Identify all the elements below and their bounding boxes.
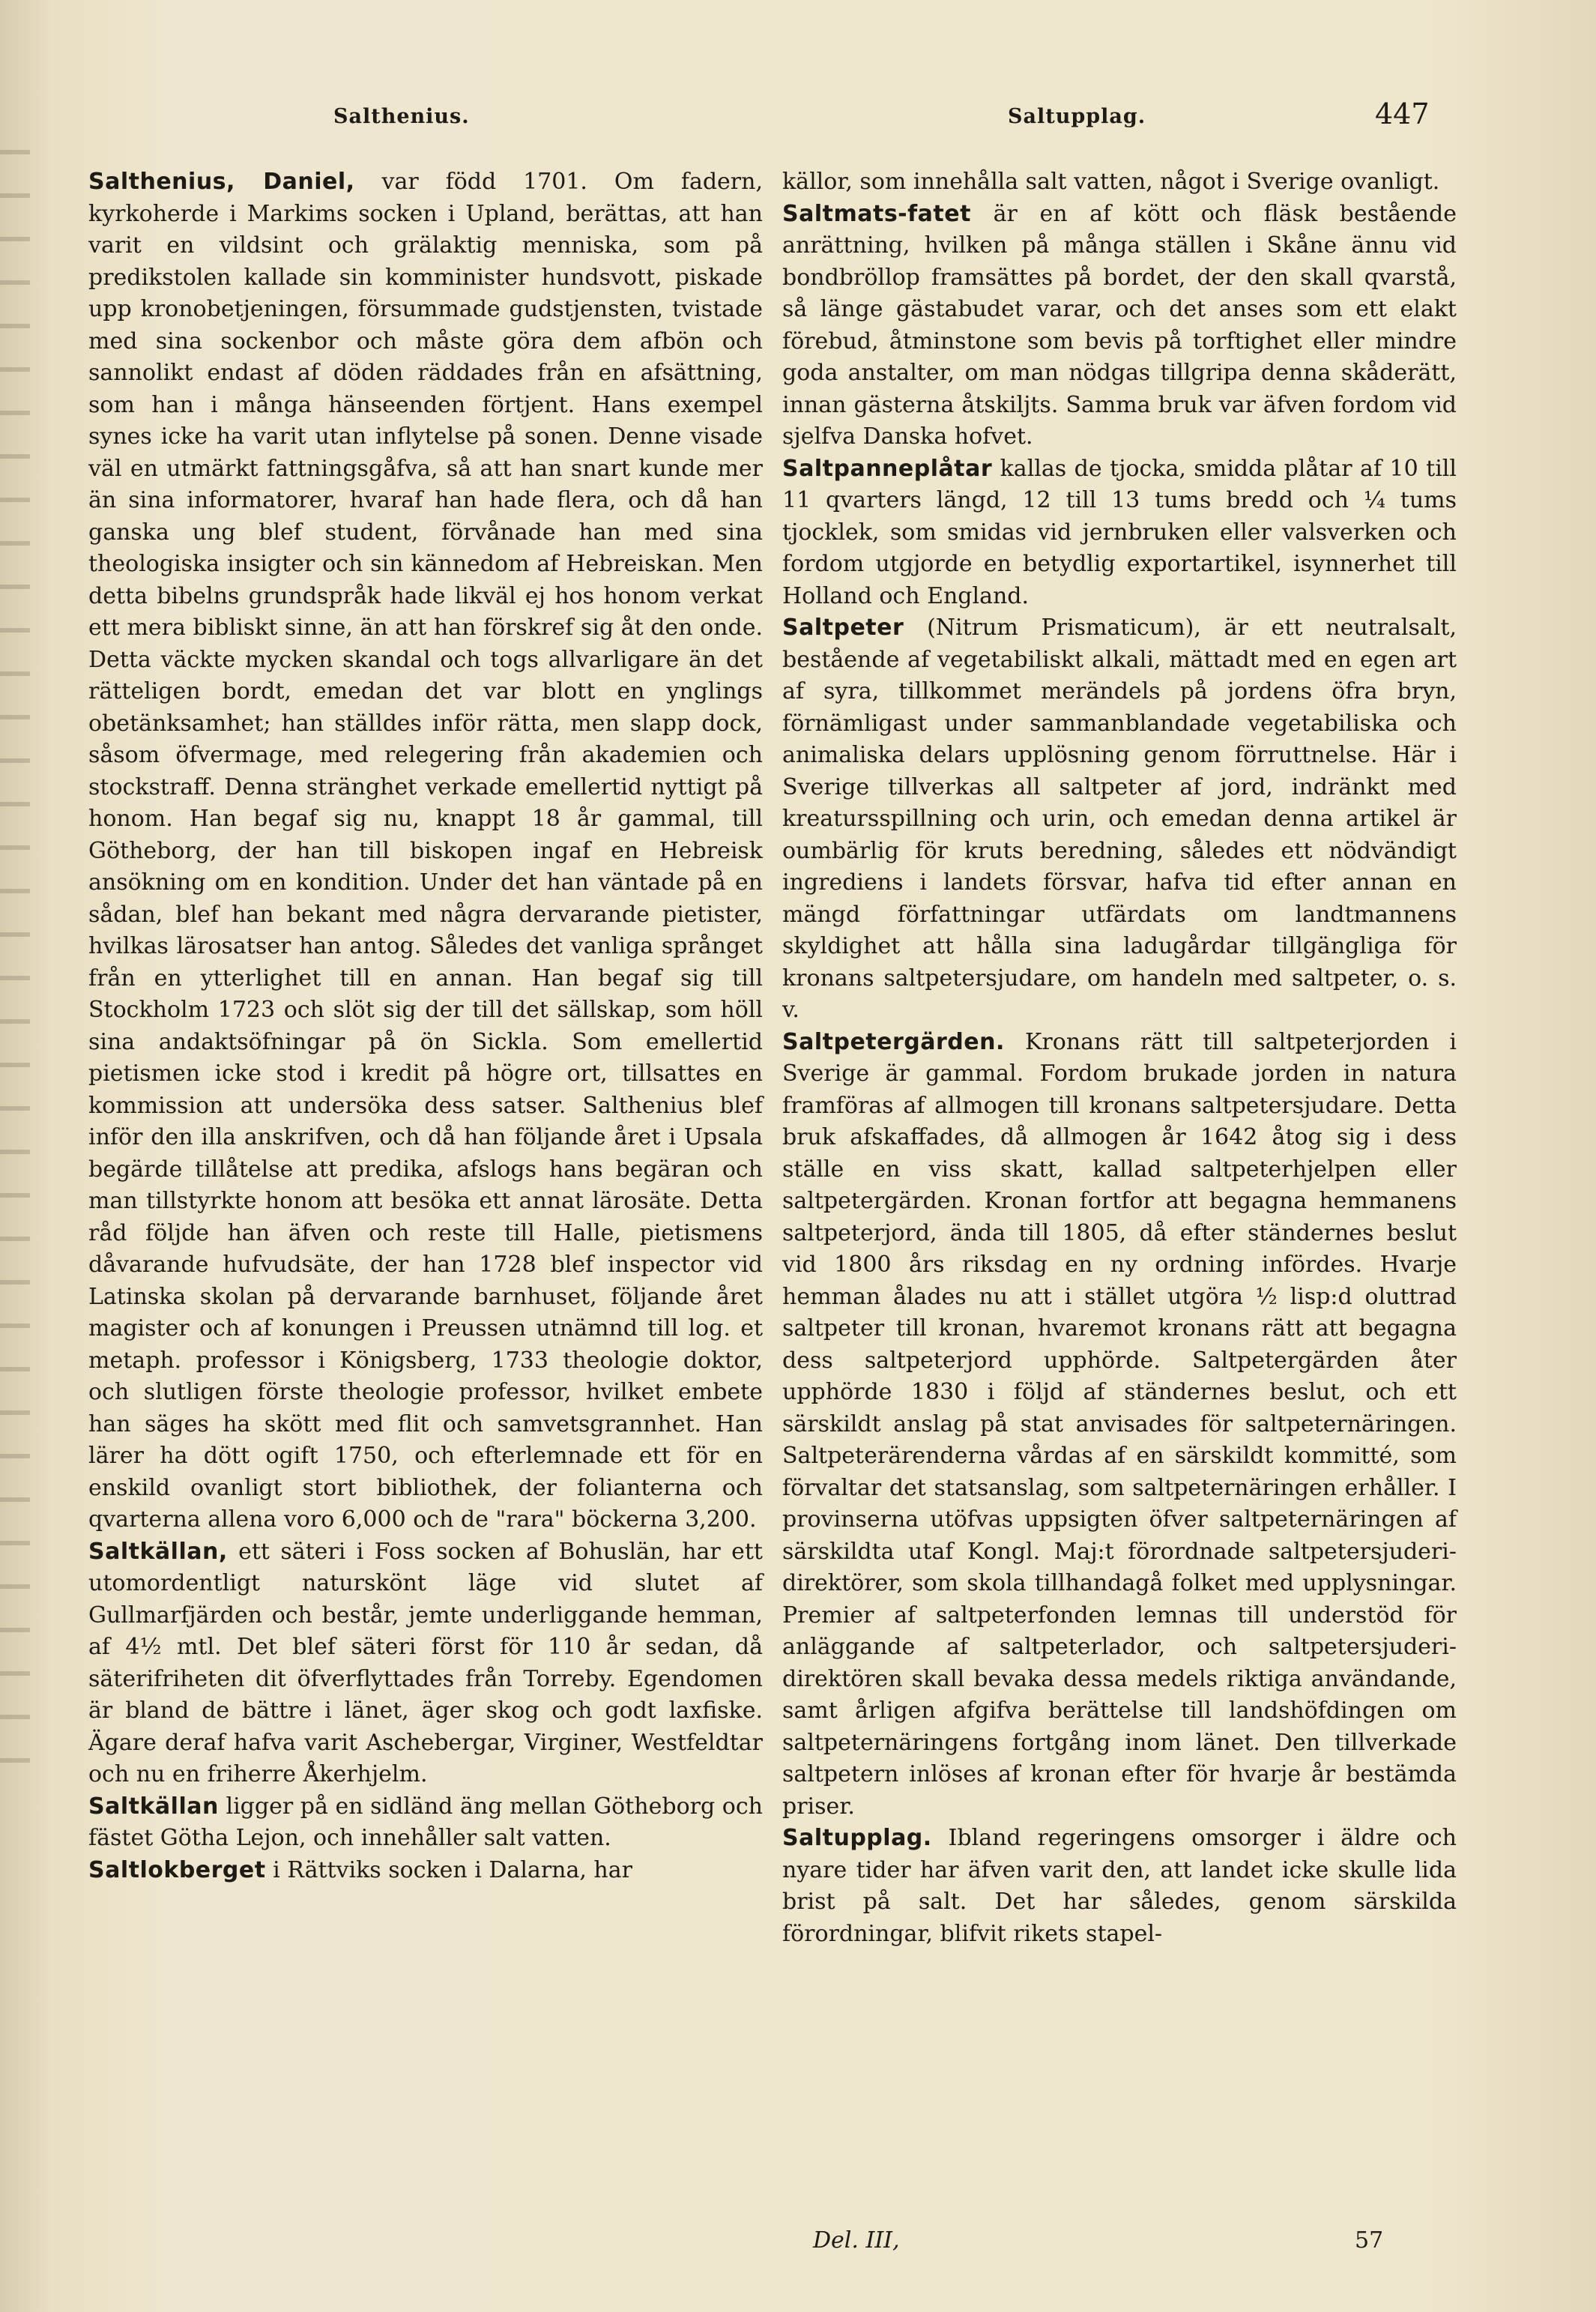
entry-text: (Nitrum Prismaticum), är ett neutralsalt, bestående af vegetabiliskt alkali, mättadt med en egen art af syra, tillkommet merändels på jordens öfra bryn, förnämligast under sammanblandade vegetabiliska och animaliska delars upplösning genom förruttnelse. Här i Sverige tillverkas all saltpeter af jord, indränkt med kreatursspillning och urin, och emedan denna artikel är oumbärlig för kruts beredning, således ett nödvändigt ingrediens i landets försvar, hafva tid efter annan en mängd författningar utfärdats om landtmannens skyldighet att hålla sina ladugårdar tillgängliga för kronans saltpetersjudare, om handeln med saltpeter, o. s. v. (782, 615, 1457, 1023)
right-column (782, 166, 1457, 1950)
entry-text: ligger på en sidländ äng mellan Götheborg och fästet Götha Lejon, och innehåller salt vatten. (88, 1793, 763, 1851)
entry-saltupplag (782, 1823, 1457, 1950)
entry-continuation (782, 166, 1457, 199)
entry-text: källor, som innehålla salt vatten, något i Sverige ovanligt. (782, 169, 1440, 195)
binding-gutter (0, 150, 30, 1799)
entry-headword: Saltkällan, (88, 1538, 228, 1565)
entry-text: är en af kött och fläsk bestående anrättning, hvilken på många ställen i Skåne ännu vid bondbröllop framsättes på bordet, der den skall qvarstå, så länge gästabudet varar, och det anses som ett elakt förebud, åtminstone som bevis på torftighet eller mindre goda anstalter, om man nödgas tillgripa denna skåderätt, innan gästerna åtskiljts. Samma bruk var äfven fordom vid sjelfva Danska hofvet. (782, 200, 1457, 450)
entry-salthenius (88, 166, 763, 1536)
entry-headword: Saltupplag. (782, 1825, 932, 1851)
entry-headword: Salthenius, Daniel, (88, 169, 355, 195)
entry-text: kallas de tjocka, smidda plåtar af 10 till 11 qvarters längd, 12 till 13 tums bredd och ¼ tums tjocklek, som smidas vid jernbruken eller valsverken och fordom utgjorde en betydlig exportartikel, isynnerhet till Holland och England. (782, 455, 1457, 609)
entry-saltmats-fatet (782, 199, 1457, 453)
entry-saltkallan-2 (88, 1791, 763, 1855)
entry-headword: Saltpanneplåtar (782, 455, 993, 482)
entry-text: var född 1701. Om fadern, kyrkoherde i Markims socken i Upland, berättas, att han varit en vildsint och grälaktig menniska, som på predikstolen kallade sin komminister hundsvott, piskade upp kronobetjeningen, försummade gudstjensten, tvistade med sina sockenbor och måste göra dem afbön och sannolikt endast af döden räddades från en afsättning, som han i många hänseenden förtjent. Hans exempel synes icke ha varit utan inflytelse på sonen. Denne visade väl en utmärkt fattningsgåfva, så att han snart kunde mer än sina informatorer, hvaraf han hade flera, och då han ganska ung blef student, förvånade han med sina theologiska insigter och sin kännedom af Hebreiskan. Men detta bibelns grundspråk hade likväl ej hos honom verkat ett mera bibliskt sinne, än att han förskref sig åt den onde. Detta väckte mycken skandal och togs allvarligare än det rätteligen bordt, emedan det var blott en ynglings obetänksamhet; han ställdes inför rätta, men slapp dock, såsom öfvermage, med relegering från akademien och stockstraff. Denna stränghet verkade emellertid nyttigt på honom. Han begaf sig nu, knappt 18 år gammal, till Götheborg, der han till biskopen ingaf en Hebreisk ansökning om en kondition. Under det han väntade på en sådan, blef han bekant med några dervarande pietister, hvilkas lärosatser han antog. Således det vanliga språnget från en ytterlighet till en annan. Han begaf sig till Stockholm 1723 och slöt sig der till det sällskap, som höll sina andaktsöfningar på ön Sickla. Som emellertid pietismen icke stod i kredit på högre ort, tillsattes en kommission att undersöka dess satser. Salthenius blef inför den illa anskrifven, och då han följande året i Upsala begärde tillåtelse att predika, afslogs hans begäran och man tillstyrkte honom att besöka ett annat lärosäte. Detta råd följde han äfven och reste till Halle, pietismens dåvarande hufvudsäte, der han 1728 blef inspector vid Latinska skolan på dervarande barnhuset, följande året magister och af konungen i Preussen utnämnd till log. et metaph. professor i Königsberg, 1733 theologie doktor, och slutligen förste theologie professor, hvilket embete han säges ha skött med flit och samvetsgrannhet. Han lärer ha dött ogift 1750, och efterlemnade ett för en enskild ovanligt stort bibliothek, der folianterna och qvarterna allena voro 6,000 och de "rara" böckerna 3,200. (88, 169, 763, 1533)
entry-headword: Saltpetergärden. (782, 1028, 1005, 1055)
entry-saltpetergarden (782, 1027, 1457, 1823)
page-number: 447 (1375, 97, 1430, 130)
entry-saltlokberget (88, 1855, 763, 1887)
entry-headword: Saltlokberget (88, 1856, 266, 1883)
running-head-right: Saltupplag. (1008, 105, 1146, 128)
entry-saltpeter (782, 612, 1457, 1027)
left-column (88, 166, 763, 1886)
entry-headword: Saltkällan (88, 1793, 219, 1820)
entry-text: i Rättviks socken i Dalarna, har (273, 1856, 632, 1883)
entry-text: Ibland regeringens omsorger i äldre och nyare tider har äfven varit den, att landet icke skulle lida brist på salt. Det har således, genom särskilda förordningar, blifvit rikets stapel- (782, 1825, 1457, 1947)
entry-headword: Saltpeter (782, 615, 904, 641)
entry-headword: Saltmats-fatet (782, 200, 971, 227)
entry-saltpanneplatar (782, 453, 1457, 613)
running-head-left: Salthenius. (333, 105, 470, 128)
volume-signature: Del. III, (813, 2227, 900, 2254)
entry-saltkallan-1 (88, 1536, 763, 1791)
sheet-number: 57 (1355, 2227, 1384, 2254)
entry-text: Kronans rätt till saltpeterjorden i Sverige är gammal. Fordom brukade jorden in natura framföras af allmogen till kronans saltpetersjudare. Detta bruk afskaffades, då allmogen år 1642 åtog sig i dess ställe en viss skatt, kallad saltpeterhjelpen eller saltpetergärden. Kronan fortfor att begagna hemmanens saltpeterjord, ända till 1805, då efter ständernes beslut vid 1800 års riksdag en ny ordning infördes. Hvarje hemman ålades nu att i stället utgöra ½ lisp:d oluttrad saltpeter till kronan, hvaremot kronans rätt att begagna dess saltpeterjord upphörde. Saltpetergärden åter upphörde 1830 i följd af ständernes beslut, och ett särskildt anslag på stat anvisades för saltpeternäringen. Saltpeterärenderna vårdas af en särskildt kommitté, som förvaltar det statsanslag, som saltpeternäringen erhåller. I provinserna utöfvas uppsigten öfver saltpeternäringen af särskildta utaf Kongl. Maj:t förordnade saltpetersjuderi-direktörer, som skola tillhandagå folket med upplysningar. Premier af saltpeterfonden lemnas till understöd för anläggande af saltpeterlador, och saltpetersjuderi-direktören skall bevaka dessa medels riktiga användande, samt årligen afgifva berättelse till landshöfdingen om saltpeternäringens fortgång inom länet. Den tillverkade saltpetern inlöses af kronan efter för hvarje år bestämda priser. (782, 1028, 1457, 1820)
entry-text: ett säteri i Foss socken af Bohuslän, har ett utomordentligt naturskönt läge vid slutet af Gullmarfjärden och består, jemte underliggande hemman, af 4½ mtl. Det blef säteri först för 110 år sedan, då säterifriheten dit öfverflyttades från Torreby. Egendomen är bland de bättre i länet, äger skog och godt laxfiske. Ägare deraf hafva varit Aschebergar, Virginer, Westfeldtar och nu en friherre Åkerhjelm. (88, 1538, 763, 1787)
